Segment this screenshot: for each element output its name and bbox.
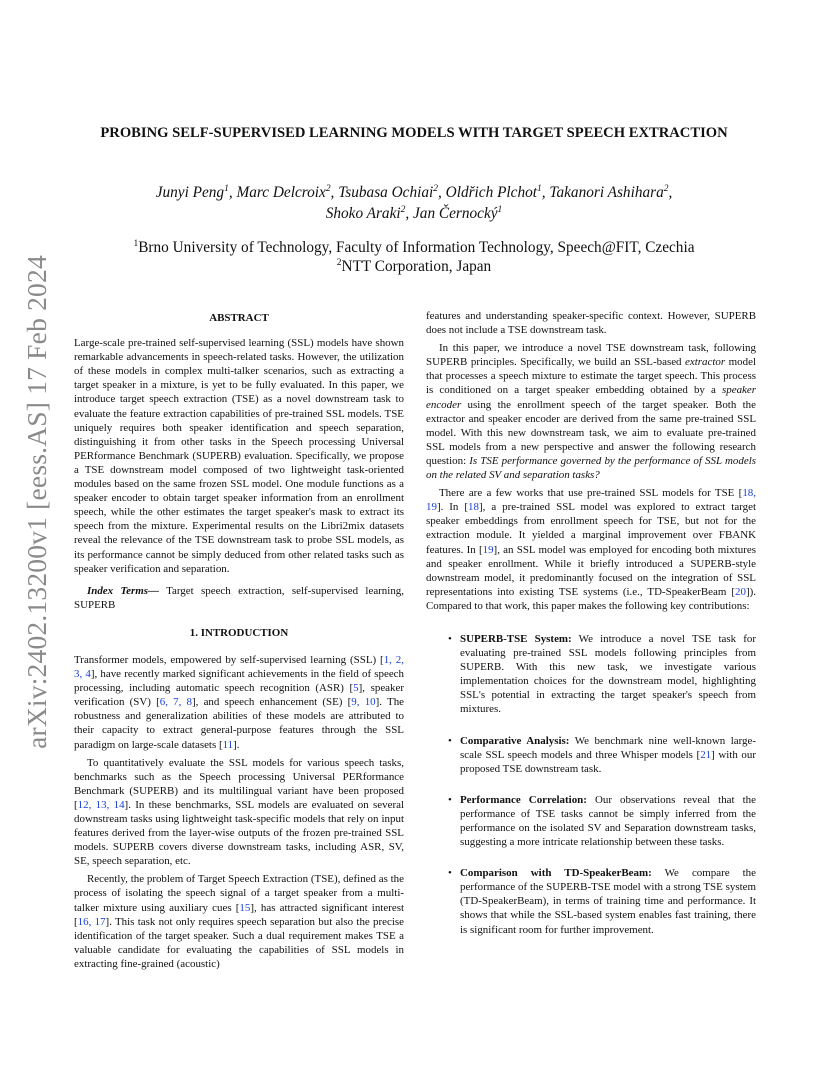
author-affiliation-mark: 2 (325, 183, 331, 194)
bullet-heading: Performance Correlation: (460, 793, 587, 806)
bullet-dot-icon: • (448, 734, 452, 747)
arxiv-stamp (17, 255, 57, 749)
citation-link[interactable]: 11 (222, 738, 234, 751)
emphasis-text: Is TSE performance governed by the performance of SSL models on the related SV and separation tasks? (426, 454, 756, 482)
citation-link[interactable]: 6, 7, 8 (159, 696, 192, 709)
right-column (426, 309, 756, 954)
intro-paragraph: To quantitatively evaluate the SSL models for various speech tasks, benchmarks such as the Speech processing Universal PERformance Benchmark (SUPERB) and its multilingual variant have been proposed [12, 13, 14]. In these benchmarks, SSL models are evaluated on several downstream tasks using lightweight task-specific models that rely on input features derived from the layer-wise outputs of the frozen pre-trained SSL models. SUPERB covers diverse downstream tasks, including ASR, SV, SE, speech separation, etc. (74, 756, 404, 868)
contribution-item: • Comparative Analysis: We benchmark nine well-known large-scale SSL speech models and three Whisper models [21] with our proposed TSE downstream task. (448, 734, 757, 775)
author-name: Marc Delcroix (236, 184, 326, 201)
emphasis-text: extractor (685, 356, 726, 369)
contributions-list (426, 632, 756, 937)
author-affiliation-mark: 1 (224, 183, 229, 194)
author-affiliation-mark: 2 (663, 183, 669, 194)
author-affiliation-mark: 2 (433, 183, 438, 194)
abstract-text: Large-scale pre-trained self-supervised learning (SSL) models have shown remarkable advancements in speech-related tasks. However, the utilization of these models in complex multi-talker scenarios, such as extracting a target speaker in a mixture, is yet to be fully evaluated. In this paper, we introduce target speech extraction (TSE) as a novel downstream task to evaluate the feature extraction capabilities of pre-trained SSL models. TSE uniquely requires both speaker identification and speech separation, distinguishing it from other tasks in the Speech processing Universal PERformance Benchmark (SUPERB) evaluation. Specifically, we propose a TSE downstream model composed of two lightweight task-oriented modules based on the same frozen SSL model. One module functions as a speaker encoder to obtain target speaker information from an enrollment speech, while the other estimates the target speaker's mask to extract its speech from the mixture. Experimental results on the Libri2mix datasets reveal the relevance of the TSE downstream task to probe SSL models, as its performance cannot be simply deduced from other related tasks such as speaker verification and separation. (74, 337, 404, 575)
citation-link[interactable]: 19 (482, 543, 494, 556)
author-name: Junyi Peng (155, 184, 225, 201)
intro-paragraph: Recently, the problem of Target Speech Extraction (TSE), defined as the process of isolating the speech signal of a target speaker from a multi-talker mixture using auxiliary cues [15], has attracted significant interest [16, 17]. This task not only requires speech separation but also the precise identification of the target speaker. Such a dual requirement makes TSE a valuable candidate for evaluating the capabilities of SSL models in extracting fine-grained (acoustic) (74, 873, 405, 970)
citation-link[interactable]: 5 (353, 682, 359, 695)
author-list: Junyi Peng$^1$, Marc Delcroix$^2$, Tsubasa Ochiai$^2$, Oldřich Plchot$^1$, Takanori Ashihara$^2$, Shoko Araki$^2$, Jan Černocký$^1$ (155, 183, 673, 222)
citation-link[interactable]: 9, 10 (351, 696, 376, 709)
intro-paragraph: In this paper, we introduce a novel TSE downstream task, following SUPERB principles. Specifically, we build an SSL-based extractor model that processes a speech mixture to estimate the target speech. This process is conditioned on a target speaker embedding obtained by a speaker encoder using the enrollment speech of the target speaker. Both the extractor and speaker encoder are derived from the same pre-trained SSL model. With this new downstream task, we aim to evaluate pre-trained SSL models from a new perspective and answer the following research question: Is TSE performance governed by the performance of SSL models on the related SV and separation tasks? (426, 342, 756, 482)
author-affiliation-mark: 2 (400, 204, 406, 215)
bullet-heading: SUPERB-TSE System: (460, 632, 572, 645)
bullet-heading: Comparative Analysis: (460, 734, 570, 747)
author-affiliation-mark: 1 (497, 204, 503, 215)
affiliation-line (80, 238, 748, 257)
paper-title: PROBING SELF-SUPERVISED LEARNING MODELS WITH TARGET SPEECH EXTRACTION (100, 125, 728, 141)
bullet-dot-icon: • (448, 632, 452, 645)
emphasis-text: speaker encoder (426, 384, 756, 411)
affiliation-line (80, 257, 748, 276)
left-column (74, 308, 404, 971)
intro-paragraph: Transformer models, empowered by self-supervised learning (SSL) [1, 2, 3, 4], have recently marked significant achievements in the field of speech processing, including automatic speech recognition (ASR) [5], speaker verification (SV) [6, 7, 8], and speech enhancement (SE) [9, 10]. The robustness and generalization abilities of these models are attributed to their capacity to extract general-purpose features through the SSL paradigm on large-scale datasets [11]. (74, 653, 405, 751)
citation-link[interactable]: 18, 19 (426, 487, 756, 514)
citation-link[interactable]: 15 (239, 901, 251, 914)
affiliation-mark: 1 (133, 238, 139, 249)
affiliation-mark: 2 (336, 257, 342, 268)
index-terms-label: Index Terms— (87, 584, 159, 597)
intro-heading: 1. INTRODUCTION (189, 626, 289, 639)
contribution-item: • SUPERB-TSE System: We introduce a novel TSE task for evaluating pre-trained SSL models following principles from SUPERB. With this new task, we investigate various implementation choices for the downstream model, highlighting SSL's potential in extracting the target speaker's speech from mixtures. (448, 632, 756, 716)
bullet-dot-icon: • (448, 867, 452, 880)
affiliation-text: Brno University of Technology, Faculty of Information Technology, Speech@FIT, Czechia (138, 239, 695, 256)
citation-link[interactable]: 18 (468, 501, 479, 514)
bullet-dot-icon: • (448, 793, 452, 806)
affiliations (80, 238, 748, 276)
arxiv-stamp-text: arXiv:2402.13200v1 [eess.AS] 17 Feb 2024 (21, 255, 52, 749)
intro-paragraph: There are a few works that use pre-trained SSL models for TSE [18, 19]. In [18], a pre-trained SSL model was explored to extract target speaker embeddings from enrollment speech for TSE, but not for the extraction module. It yielded a marginal improvement over FBANK features. In [19], an SSL model was employed for encoding both mixtures and speaker enrollment. While it briefly introduced a SUPERB-style downstream model, it predominantly focused on the integration of SSL representations into existing TSE systems (i.e., TD-SpeakerBeam [20]). Compared to that work, this paper makes the following key contributions: (426, 487, 756, 612)
index-terms-text: Target speech extraction, self-supervised learning, SUPERB (74, 584, 404, 611)
author-name: Oldřich Plchot (445, 184, 537, 201)
author-affiliation-mark: 1 (537, 183, 542, 194)
citation-link[interactable]: 16, 17 (77, 915, 106, 928)
citation-link[interactable]: 1, 2, 3, 4 (74, 653, 404, 681)
author-name: Jan Černocký (413, 205, 498, 222)
affiliation-text: NTT Corporation, Japan (341, 258, 492, 275)
citation-link[interactable]: 12, 13, 14 (77, 798, 125, 811)
index-terms (74, 584, 404, 612)
author-name: Tsubasa Ochiai (338, 184, 434, 201)
citation-link[interactable]: 21 (700, 748, 712, 761)
author-name: Takanori Ashihara (549, 184, 664, 201)
abstract-heading: ABSTRACT (209, 312, 269, 324)
bullet-heading: Comparison with TD-SpeakerBeam: (460, 867, 652, 880)
contribution-item: • Performance Correlation: Our observations reveal that the performance of TSE tasks cannot be simply inferred from the performance on the isolated SV and Separation downstream tasks, suggesting a more intricate relationship between these tasks. (448, 793, 756, 849)
contribution-item: • Comparison with TD-SpeakerBeam: We compare the performance of the SUPERB-TSE model with a strong TSE system (TD-SpeakerBeam), in terms of training time and performance. It shows that while the SSL-based system enables fast training, there is significant room for further improvement. (448, 867, 756, 936)
intro-paragraph: features and understanding speaker-specific context. However, SUPERB does not include a TSE downstream task. (426, 310, 756, 337)
citation-link[interactable]: 20 (735, 585, 746, 598)
author-name: Shoko Araki (325, 205, 401, 222)
